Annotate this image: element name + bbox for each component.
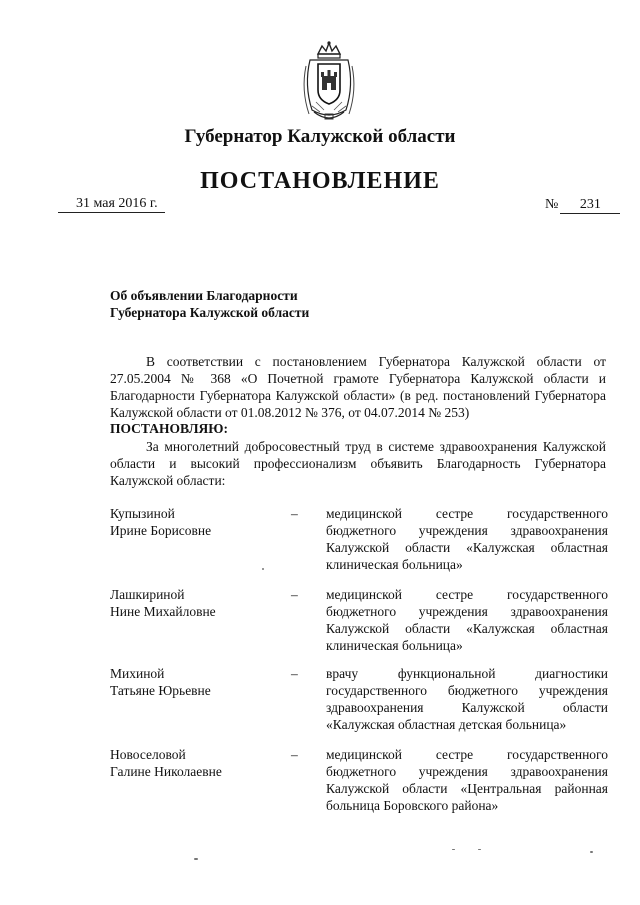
subject-line: Об объявлении Благодарности: [110, 288, 298, 303]
recipient-surname: Михиной: [110, 666, 165, 681]
recipient-name: [110, 665, 211, 699]
recipient-given-names: Татьяне Юрьевне: [110, 683, 211, 698]
recipient-surname: Лашкириной: [110, 587, 185, 602]
recipient-position: врачу функциональной диагностики государственного бюджетного учреждения здравоохранения Калужской области «Калужская областная детская больница»: [326, 666, 608, 732]
document-number: 231: [560, 197, 620, 214]
coat-of-arms-emblem: [300, 40, 358, 122]
recipient-name: [110, 505, 211, 539]
document-number-field: [545, 197, 620, 214]
scan-speck: [478, 849, 481, 850]
issuing-authority: Губернатор Калужской области: [184, 126, 456, 147]
recipient-surname: Купызиной: [110, 506, 175, 521]
recipient-position: медицинской сестре государственного бюджетного учреждения здравоохранения Калужской области «Калужская областная клиническая больница»: [326, 506, 608, 572]
preamble-paragraph: В соответствии с постановлением Губернатора Калужской области от 27.05.2004 № 368 «О Почетной грамоте Губернатора Калужской области и Благодарности Губернатора Калужской области» (в ред. постановлений Губернатора Калужской области от 01.08.2012 № 376, от 04.07.2014 № 253): [110, 354, 606, 420]
scan-speck: [262, 568, 264, 570]
scan-speck: [452, 849, 455, 850]
award-paragraph: За многолетний добросовестный труд в системе здравоохранения Калужской области и высокий профессионализм объявить Благодарность Губернатора Калужской области:: [110, 439, 606, 488]
document-type-title: ПОСТАНОВЛЕНИЕ: [200, 168, 440, 194]
document-subject: [110, 287, 309, 321]
recipient-name: [110, 746, 222, 780]
separator-dash: –: [291, 506, 298, 521]
recipient-position: медицинской сестре государственного бюджетного учреждения здравоохранения Калужской области «Центральная районная больница Боровского района»: [326, 747, 608, 813]
separator-dash: –: [291, 666, 298, 681]
scan-speck: [194, 858, 198, 860]
recipient-given-names: Ирине Борисовне: [110, 523, 212, 538]
recipient-given-names: Галине Николаевне: [110, 764, 222, 779]
decree-word: ПОСТАНОВЛЯЮ:: [110, 421, 228, 436]
document-date: 31 мая 2016 г.: [58, 196, 165, 213]
subject-line: Губернатора Калужской области: [110, 305, 310, 320]
number-label: №: [545, 197, 559, 212]
recipient-name: [110, 586, 216, 620]
recipient-surname: Новоселовой: [110, 747, 186, 762]
scan-speck: [590, 851, 593, 853]
separator-dash: –: [291, 587, 298, 602]
recipient-given-names: Нине Михайловне: [110, 604, 216, 619]
recipient-position: медицинской сестре государственного бюджетного учреждения здравоохранения Калужской области «Калужская областная клиническая больница»: [326, 587, 608, 653]
separator-dash: –: [291, 747, 298, 762]
